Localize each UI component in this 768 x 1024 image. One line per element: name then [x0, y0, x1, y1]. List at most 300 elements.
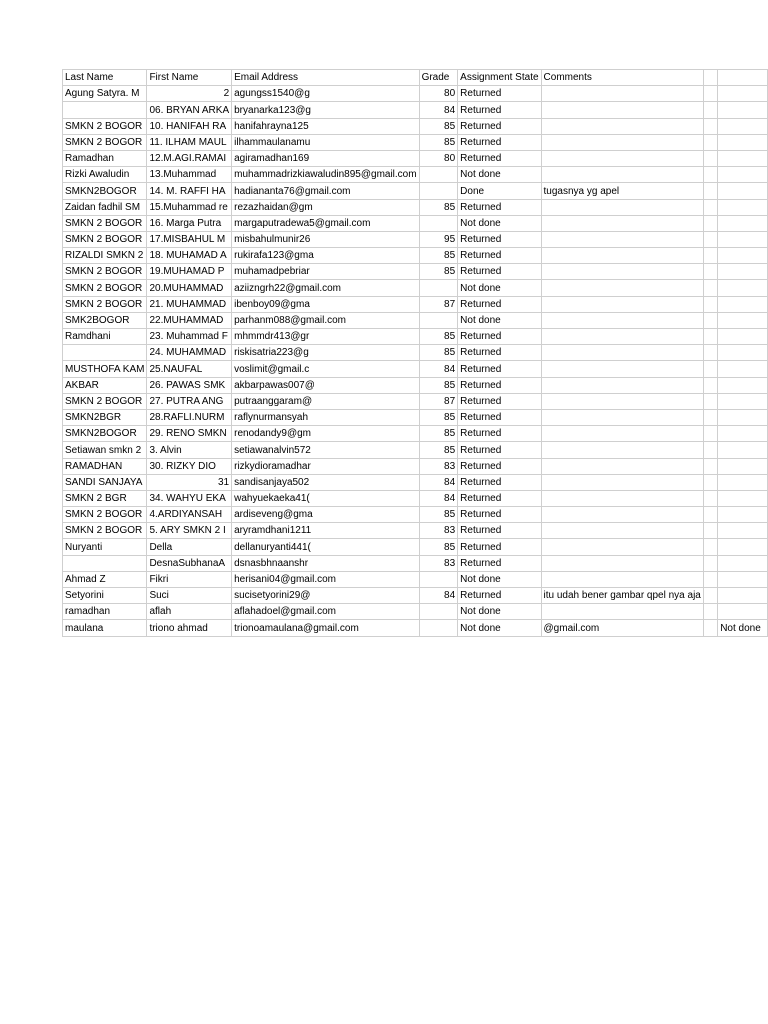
cell-comments	[541, 490, 703, 506]
cell-assignment-state: Done	[458, 183, 541, 199]
cell-assignment-state: Returned	[458, 361, 541, 377]
cell-last-name: Zaidan fadhil SM	[63, 199, 147, 215]
cell-last-name: maulana	[63, 620, 147, 636]
cell-extra-2	[718, 231, 768, 247]
cell-grade: 85	[419, 409, 458, 425]
cell-first-name: 24. MUHAMMAD	[147, 345, 232, 361]
cell-assignment-state: Returned	[458, 264, 541, 280]
cell-last-name: SMKN 2 BOGOR	[63, 134, 147, 150]
header-extra-1	[703, 70, 717, 86]
table-row	[63, 361, 768, 377]
table-row	[63, 523, 768, 539]
cell-extra-1	[703, 571, 717, 587]
cell-last-name: SMKN 2 BOGOR	[63, 231, 147, 247]
table-row	[63, 86, 768, 102]
cell-last-name: SMKN2BOGOR	[63, 183, 147, 199]
cell-assignment-state: Returned	[458, 474, 541, 490]
cell-first-name: DesnaSubhanaA	[147, 555, 232, 571]
cell-extra-1	[703, 312, 717, 328]
cell-assignment-state: Returned	[458, 329, 541, 345]
cell-last-name: SMKN 2 BOGOR	[63, 523, 147, 539]
cell-comments	[541, 604, 703, 620]
cell-extra-1	[703, 442, 717, 458]
cell-extra-1	[703, 199, 717, 215]
cell-last-name: AKBAR	[63, 377, 147, 393]
cell-email-address: hanifahrayna125	[232, 118, 419, 134]
cell-grade: 85	[419, 199, 458, 215]
cell-first-name: 27. PUTRA ANG	[147, 393, 232, 409]
cell-first-name: 10. HANIFAH RA	[147, 118, 232, 134]
cell-first-name: 28.RAFLI.NURM	[147, 409, 232, 425]
cell-comments: @gmail.com	[541, 620, 703, 636]
cell-extra-2	[718, 329, 768, 345]
cell-comments	[541, 377, 703, 393]
cell-assignment-state: Returned	[458, 523, 541, 539]
cell-first-name: 16. Marga Putra	[147, 215, 232, 231]
cell-grade: 85	[419, 442, 458, 458]
cell-assignment-state: Not done	[458, 167, 541, 183]
cell-first-name: 2	[147, 86, 232, 102]
cell-comments	[541, 361, 703, 377]
cell-first-name: 23. Muhammad F	[147, 329, 232, 345]
cell-last-name: SMKN 2 BOGOR	[63, 118, 147, 134]
cell-grade: 85	[419, 134, 458, 150]
cell-extra-2	[718, 588, 768, 604]
cell-extra-1	[703, 555, 717, 571]
cell-comments: tugasnya yg apel	[541, 183, 703, 199]
cell-extra-1	[703, 118, 717, 134]
cell-extra-2	[718, 118, 768, 134]
cell-grade	[419, 280, 458, 296]
cell-extra-2	[718, 474, 768, 490]
cell-last-name: SMKN 2 BOGOR	[63, 280, 147, 296]
cell-last-name: SMKN 2 BOGOR	[63, 296, 147, 312]
cell-grade: 95	[419, 231, 458, 247]
cell-extra-2	[718, 134, 768, 150]
cell-last-name: Agung Satyra. M	[63, 86, 147, 102]
table-row	[63, 604, 768, 620]
header-grade: Grade	[419, 70, 458, 86]
cell-grade	[419, 604, 458, 620]
cell-extra-1	[703, 280, 717, 296]
cell-assignment-state: Returned	[458, 409, 541, 425]
cell-first-name: triono ahmad	[147, 620, 232, 636]
cell-first-name: 06. BRYAN ARKA	[147, 102, 232, 118]
cell-extra-1	[703, 620, 717, 636]
cell-extra-2	[718, 296, 768, 312]
cell-comments	[541, 248, 703, 264]
cell-last-name: SMKN2BOGOR	[63, 426, 147, 442]
cell-first-name: 20.MUHAMMAD	[147, 280, 232, 296]
cell-extra-1	[703, 296, 717, 312]
cell-first-name: 21. MUHAMMAD	[147, 296, 232, 312]
cell-comments	[541, 199, 703, 215]
cell-last-name: Ramdhani	[63, 329, 147, 345]
cell-comments	[541, 102, 703, 118]
cell-email-address: hadiananta76@gmail.com	[232, 183, 419, 199]
grades-spreadsheet	[62, 69, 768, 637]
header-row	[63, 70, 768, 86]
cell-extra-1	[703, 183, 717, 199]
cell-first-name: 14. M. RAFFI HA	[147, 183, 232, 199]
cell-last-name: SMKN 2 BOGOR	[63, 215, 147, 231]
cell-grade: 85	[419, 248, 458, 264]
cell-first-name: 15.Muhammad re	[147, 199, 232, 215]
table-row	[63, 458, 768, 474]
cell-last-name: Nuryanti	[63, 539, 147, 555]
table-row	[63, 183, 768, 199]
cell-grade: 80	[419, 86, 458, 102]
cell-grade: 83	[419, 458, 458, 474]
cell-email-address: dellanuryanti441(	[232, 539, 419, 555]
cell-comments	[541, 523, 703, 539]
table-row	[63, 426, 768, 442]
cell-first-name: 30. RIZKY DIO	[147, 458, 232, 474]
cell-extra-2	[718, 183, 768, 199]
cell-last-name: RIZALDI SMKN 2	[63, 248, 147, 264]
cell-comments	[541, 426, 703, 442]
cell-comments	[541, 134, 703, 150]
cell-extra-1	[703, 264, 717, 280]
cell-email-address: misbahulmunir26	[232, 231, 419, 247]
cell-comments	[541, 555, 703, 571]
cell-email-address: bryanarka123@g	[232, 102, 419, 118]
cell-comments	[541, 150, 703, 166]
cell-email-address: voslimit@gmail.c	[232, 361, 419, 377]
cell-comments	[541, 312, 703, 328]
cell-first-name: 25.NAUFAL	[147, 361, 232, 377]
cell-assignment-state: Returned	[458, 296, 541, 312]
table-row	[63, 507, 768, 523]
cell-extra-1	[703, 248, 717, 264]
cell-extra-2	[718, 555, 768, 571]
cell-email-address: ibenboy09@gma	[232, 296, 419, 312]
table-row	[63, 312, 768, 328]
cell-extra-2	[718, 539, 768, 555]
cell-grade	[419, 312, 458, 328]
cell-grade: 85	[419, 539, 458, 555]
cell-email-address: sucisetyorini29@	[232, 588, 419, 604]
cell-first-name: Suci	[147, 588, 232, 604]
cell-extra-1	[703, 426, 717, 442]
cell-first-name: Della	[147, 539, 232, 555]
cell-comments	[541, 167, 703, 183]
cell-grade: 85	[419, 345, 458, 361]
cell-first-name: 4.ARDIYANSAH	[147, 507, 232, 523]
cell-assignment-state: Returned	[458, 490, 541, 506]
cell-grade: 87	[419, 393, 458, 409]
cell-extra-2	[718, 393, 768, 409]
cell-first-name: 13.Muhammad	[147, 167, 232, 183]
cell-email-address: aziizngrh22@gmail.com	[232, 280, 419, 296]
table-row	[63, 539, 768, 555]
table-row	[63, 588, 768, 604]
table-row	[63, 571, 768, 587]
cell-grade: 85	[419, 426, 458, 442]
cell-extra-2	[718, 199, 768, 215]
header-assignment-state: Assignment State	[458, 70, 541, 86]
cell-last-name: Setiawan smkn 2	[63, 442, 147, 458]
cell-extra-2	[718, 361, 768, 377]
cell-extra-2	[718, 167, 768, 183]
cell-email-address: aryramdhani1211	[232, 523, 419, 539]
cell-email-address: setiawanalvin572	[232, 442, 419, 458]
cell-email-address: margaputradewa5@gmail.com	[232, 215, 419, 231]
cell-assignment-state: Returned	[458, 458, 541, 474]
cell-extra-1	[703, 134, 717, 150]
cell-last-name: Ahmad Z	[63, 571, 147, 587]
cell-first-name: 29. RENO SMKN	[147, 426, 232, 442]
cell-extra-2	[718, 102, 768, 118]
cell-first-name: 3. Alvin	[147, 442, 232, 458]
header-first-name: First Name	[147, 70, 232, 86]
cell-first-name: 22.MUHAMMAD	[147, 312, 232, 328]
cell-grade: 85	[419, 377, 458, 393]
cell-comments	[541, 539, 703, 555]
cell-assignment-state: Returned	[458, 231, 541, 247]
cell-assignment-state: Returned	[458, 248, 541, 264]
cell-assignment-state: Returned	[458, 393, 541, 409]
cell-extra-2	[718, 248, 768, 264]
cell-email-address: wahyuekaeka41(	[232, 490, 419, 506]
cell-extra-2	[718, 312, 768, 328]
cell-comments	[541, 280, 703, 296]
cell-first-name: 31	[147, 474, 232, 490]
cell-last-name: SMKN 2 BOGOR	[63, 507, 147, 523]
cell-email-address: agiramadhan169	[232, 150, 419, 166]
cell-grade	[419, 215, 458, 231]
table-row	[63, 118, 768, 134]
cell-extra-1	[703, 604, 717, 620]
cell-extra-1	[703, 377, 717, 393]
cell-email-address: raflynurmansyah	[232, 409, 419, 425]
cell-extra-2	[718, 523, 768, 539]
cell-comments	[541, 264, 703, 280]
cell-extra-2	[718, 215, 768, 231]
cell-email-address: riskisatria223@g	[232, 345, 419, 361]
cell-extra-2	[718, 409, 768, 425]
cell-assignment-state: Returned	[458, 377, 541, 393]
cell-comments	[541, 458, 703, 474]
cell-assignment-state: Not done	[458, 280, 541, 296]
header-extra-2	[718, 70, 768, 86]
cell-assignment-state: Returned	[458, 102, 541, 118]
cell-last-name: RAMADHAN	[63, 458, 147, 474]
cell-comments	[541, 86, 703, 102]
cell-email-address: renodandy9@gm	[232, 426, 419, 442]
cell-email-address: rukirafa123@gma	[232, 248, 419, 264]
cell-email-address: aflahadoel@gmail.com	[232, 604, 419, 620]
table-row	[63, 150, 768, 166]
cell-grade: 85	[419, 118, 458, 134]
cell-email-address: herisani04@gmail.com	[232, 571, 419, 587]
cell-extra-2	[718, 458, 768, 474]
cell-email-address: putraanggaram@	[232, 393, 419, 409]
cell-last-name: SMK2BOGOR	[63, 312, 147, 328]
cell-extra-1	[703, 167, 717, 183]
cell-email-address: sandisanjaya502	[232, 474, 419, 490]
table-row	[63, 393, 768, 409]
cell-extra-1	[703, 393, 717, 409]
cell-first-name: 26. PAWAS SMK	[147, 377, 232, 393]
cell-last-name: SANDI SANJAYA	[63, 474, 147, 490]
cell-last-name: SMKN 2 BOGOR	[63, 393, 147, 409]
cell-extra-1	[703, 458, 717, 474]
cell-comments	[541, 442, 703, 458]
header-email-address: Email Address	[232, 70, 419, 86]
cell-extra-1	[703, 409, 717, 425]
cell-comments	[541, 329, 703, 345]
cell-extra-2	[718, 442, 768, 458]
table-row	[63, 329, 768, 345]
cell-grade	[419, 571, 458, 587]
cell-first-name: 11. ILHAM MAUL	[147, 134, 232, 150]
table-row	[63, 296, 768, 312]
cell-comments: itu udah bener gambar qpel nya aja	[541, 588, 703, 604]
cell-comments	[541, 296, 703, 312]
table-row	[63, 231, 768, 247]
cell-assignment-state: Returned	[458, 555, 541, 571]
cell-comments	[541, 409, 703, 425]
table-row	[63, 248, 768, 264]
cell-extra-1	[703, 102, 717, 118]
cell-last-name: Rizki Awaludin	[63, 167, 147, 183]
cell-assignment-state: Returned	[458, 134, 541, 150]
cell-assignment-state: Not done	[458, 571, 541, 587]
table-row	[63, 167, 768, 183]
cell-extra-2	[718, 86, 768, 102]
cell-grade: 80	[419, 150, 458, 166]
cell-first-name: 18. MUHAMAD A	[147, 248, 232, 264]
table-row	[63, 134, 768, 150]
cell-email-address: mhmmdr413@gr	[232, 329, 419, 345]
cell-assignment-state: Not done	[458, 620, 541, 636]
cell-grade	[419, 167, 458, 183]
cell-assignment-state: Returned	[458, 199, 541, 215]
cell-email-address: rizkydioramadhar	[232, 458, 419, 474]
cell-assignment-state: Returned	[458, 150, 541, 166]
cell-last-name	[63, 555, 147, 571]
cell-extra-1	[703, 507, 717, 523]
cell-comments	[541, 345, 703, 361]
cell-grade: 83	[419, 523, 458, 539]
cell-grade: 84	[419, 102, 458, 118]
cell-grade: 85	[419, 264, 458, 280]
cell-assignment-state: Not done	[458, 604, 541, 620]
cell-first-name: 12.M.AGI.RAMAI	[147, 150, 232, 166]
cell-email-address: akbarpawas007@	[232, 377, 419, 393]
cell-extra-1	[703, 539, 717, 555]
cell-grade: 84	[419, 474, 458, 490]
cell-grade: 87	[419, 296, 458, 312]
table-row	[63, 345, 768, 361]
cell-email-address: muhammadrizkiawaludin895@gmail.com	[232, 167, 419, 183]
table-row	[63, 215, 768, 231]
cell-grade: 85	[419, 507, 458, 523]
cell-extra-2	[718, 426, 768, 442]
cell-comments	[541, 118, 703, 134]
cell-extra-1	[703, 523, 717, 539]
cell-extra-1	[703, 86, 717, 102]
table-row	[63, 409, 768, 425]
cell-first-name: 19.MUHAMAD P	[147, 264, 232, 280]
cell-grade	[419, 620, 458, 636]
table-row	[63, 442, 768, 458]
cell-extra-2: Not done	[718, 620, 768, 636]
cell-last-name: Setyorini	[63, 588, 147, 604]
cell-extra-1	[703, 588, 717, 604]
cell-email-address: ilhammaulanamu	[232, 134, 419, 150]
table-row	[63, 102, 768, 118]
cell-extra-1	[703, 215, 717, 231]
cell-assignment-state: Not done	[458, 312, 541, 328]
cell-grade: 84	[419, 361, 458, 377]
cell-email-address: rezazhaidan@gm	[232, 199, 419, 215]
table-row	[63, 377, 768, 393]
cell-extra-2	[718, 345, 768, 361]
cell-extra-1	[703, 490, 717, 506]
table-row	[63, 555, 768, 571]
cell-comments	[541, 571, 703, 587]
cell-assignment-state: Returned	[458, 442, 541, 458]
cell-comments	[541, 215, 703, 231]
cell-extra-2	[718, 507, 768, 523]
cell-extra-1	[703, 474, 717, 490]
cell-last-name: ramadhan	[63, 604, 147, 620]
cell-first-name: 17.MISBAHUL M	[147, 231, 232, 247]
cell-comments	[541, 231, 703, 247]
header-last-name: Last Name	[63, 70, 147, 86]
cell-last-name	[63, 102, 147, 118]
cell-extra-2	[718, 571, 768, 587]
cell-grade: 83	[419, 555, 458, 571]
cell-assignment-state: Returned	[458, 426, 541, 442]
table-row	[63, 490, 768, 506]
cell-email-address: trionoamaulana@gmail.com	[232, 620, 419, 636]
cell-assignment-state: Returned	[458, 539, 541, 555]
cell-last-name: SMKN 2 BGR	[63, 490, 147, 506]
cell-grade: 84	[419, 490, 458, 506]
cell-assignment-state: Returned	[458, 118, 541, 134]
cell-last-name: Ramadhan	[63, 150, 147, 166]
cell-extra-1	[703, 231, 717, 247]
cell-comments	[541, 474, 703, 490]
cell-extra-2	[718, 377, 768, 393]
cell-first-name: Fikri	[147, 571, 232, 587]
table-row	[63, 474, 768, 490]
cell-extra-2	[718, 264, 768, 280]
cell-extra-1	[703, 345, 717, 361]
table-row	[63, 199, 768, 215]
cell-email-address: agungss1540@g	[232, 86, 419, 102]
cell-grade: 85	[419, 329, 458, 345]
header-comments: Comments	[541, 70, 703, 86]
cell-first-name: 5. ARY SMKN 2 I	[147, 523, 232, 539]
cell-last-name	[63, 345, 147, 361]
cell-extra-2	[718, 150, 768, 166]
cell-email-address: muhamadpebriar	[232, 264, 419, 280]
cell-extra-2	[718, 280, 768, 296]
cell-last-name: SMKN2BGR	[63, 409, 147, 425]
cell-comments	[541, 507, 703, 523]
cell-assignment-state: Returned	[458, 345, 541, 361]
cell-extra-2	[718, 604, 768, 620]
cell-first-name: aflah	[147, 604, 232, 620]
table-row	[63, 280, 768, 296]
cell-last-name: MUSTHOFA KAM	[63, 361, 147, 377]
cell-assignment-state: Returned	[458, 507, 541, 523]
table-row	[63, 620, 768, 636]
